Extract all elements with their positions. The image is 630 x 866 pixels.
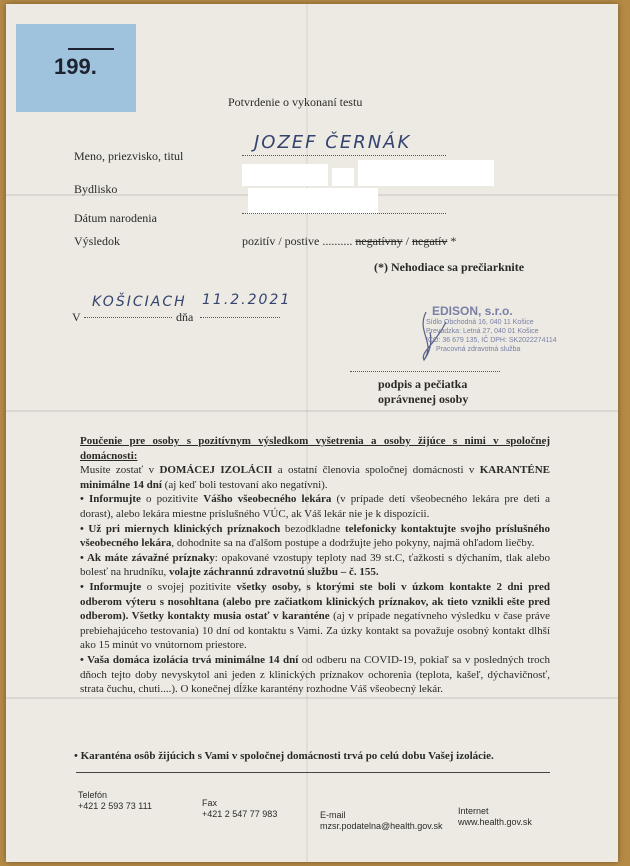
- date-label: dňa: [176, 310, 194, 324]
- instruction-inform-doctor: • Informujte o pozitivite Vášho všeobecného lekára (v prípade detí všeobecného lekára pre deti a dorast), alebo lekára miestne príslušného VÚC, ak Váš lekár nie je k dispozícii.: [80, 493, 550, 520]
- instructions-block: [80, 434, 550, 697]
- sticker-number: 199.: [54, 54, 97, 79]
- city-handwritten: KOŠICIACH: [92, 294, 187, 310]
- document-page: [6, 4, 618, 862]
- date-dotted-line: [200, 316, 280, 318]
- result-positive: pozitív / postive ..........: [242, 234, 353, 248]
- name-label: Meno, priezvisko, titul: [74, 149, 184, 163]
- footer-web: Internet www.health.gov.sk: [458, 806, 532, 827]
- stamp-line-2: Prevádzka: Letná 27, 040 01 Košice: [426, 328, 539, 335]
- instruction-isolation-duration: • Vaša domáca izolácia trvá minimálne 14 dní od odberu na COVID-19, pokiaľ sa v posledných troch dňoch tejto doby nevyskytol ani jeden z klinických príznakov ochorenia (teplota, kašeľ, dýchavičnosť, strata čuchu, chuti....). O konečnej dĺžke karantény rozhodne Váš všeobecný lekár.: [80, 653, 550, 696]
- footer-fax: Fax +421 2 547 77 983: [202, 798, 278, 819]
- instruction-quarantine-duration: • Karanténa osôb žijúcich s Vami v spoločnej domácnosti trvá po celú dobu Vašej izolácie.: [74, 750, 494, 762]
- instruction-serious-symptoms: • Ak máte závažné príznaky: opakované vzostupy teploty nad 39 st.C, ťažkosti s dýchaním, tlak alebo bolesť na hrudníku, volajte záchrannú zdravotnú službu – č. 155.: [80, 551, 550, 579]
- footer-divider: [76, 772, 550, 773]
- birth-date-label: Dátum narodenia: [74, 211, 157, 225]
- city-dotted-line: [84, 316, 172, 318]
- result-options: pozitív / postive .......... negatívny / negatív *: [242, 234, 457, 248]
- strike-note: (*) Nehodiace sa prečiarknite: [374, 260, 525, 274]
- number-sticker: [16, 24, 136, 112]
- stamp-line-4: Pracovná zdravotná služba: [436, 346, 521, 353]
- footer-phone: Telefón +421 2 593 73 111: [78, 790, 152, 811]
- instructions-heading: Poučenie pre osoby s pozitívnym výsledkom vyšetrenia a osoby žijúce s nimi v spoločnej domácnosti:: [80, 435, 550, 462]
- signature-scribble: [406, 302, 466, 366]
- stamp-line-3: IČO: 36 679 135, IČ DPH: SK2022274114: [426, 337, 557, 344]
- footer-email: E-mail mzsr.podatelna@health.gov.sk: [320, 810, 443, 831]
- result-star: *: [450, 234, 457, 248]
- document-title: Potvrdenie o vykonaní testu: [228, 95, 363, 109]
- signature-label-2: oprávnenej osoby: [378, 392, 469, 406]
- instruction-isolation: Musíte zostať v DOMÁCEJ IZOLÁCII a ostatní členovia spoločnej domácnosti v KARANTÉNE minimálne 14 dní (aj keď boli testovaní ako negatívni).: [80, 464, 551, 491]
- date-handwritten: 11.2.2021: [202, 292, 292, 308]
- redaction-birth-date: [248, 188, 378, 214]
- redaction-address-2: [332, 168, 354, 186]
- signature-dotted-line: [350, 370, 500, 372]
- instruction-mild-symptoms: • Už pri miernych klinických príznakoch bezodkladne telefonicky kontaktujte svojho príslušného všeobecného lekára, dohodnite sa na ďalšom postupe a dodržujte jeho pokyny, najmä ohľadom liečby.: [80, 522, 551, 550]
- birth-dotted-line: [242, 212, 446, 214]
- place-prefix: V: [72, 310, 81, 324]
- address-label: Bydlisko: [74, 182, 118, 196]
- redaction-address-1: [242, 164, 328, 186]
- result-label: Výsledok: [74, 234, 120, 248]
- sticker-line: [68, 48, 114, 50]
- signature-label-1: podpis a pečiatka: [378, 377, 468, 391]
- instruction-inform-contacts: • Informujte o svojej pozitivite všetky osoby, s ktorými ste boli v úzkom kontakte 2 dni pred odberom výteru s nosohltana (alebo pre začiatkom klinických príznakov, ak tieto vznikli ešte pred odberom). Všetky kontakty musia ostať v karanténe (aj v prípade negatívneho výsledku v čase práve prebiehajúceho testovania) 10 dní od kontaktu s Vami. Za úzky kontakt sa považuje osobný kontakt dlhší ako 15 minút vo vnútornom priestore.: [80, 580, 551, 652]
- redaction-address-3: [358, 160, 494, 186]
- stamp-line-1: Sídlo Obchodná 16, 040 11 Košice: [426, 319, 534, 326]
- result-negative: negatívny: [355, 234, 403, 248]
- name-dotted-line: [242, 154, 446, 156]
- name-handwritten: JOZEF ČERNÁK: [254, 132, 412, 153]
- result-negative-2: negatív: [412, 234, 448, 248]
- stamp-company: EDISON, s.r.o.: [432, 304, 513, 318]
